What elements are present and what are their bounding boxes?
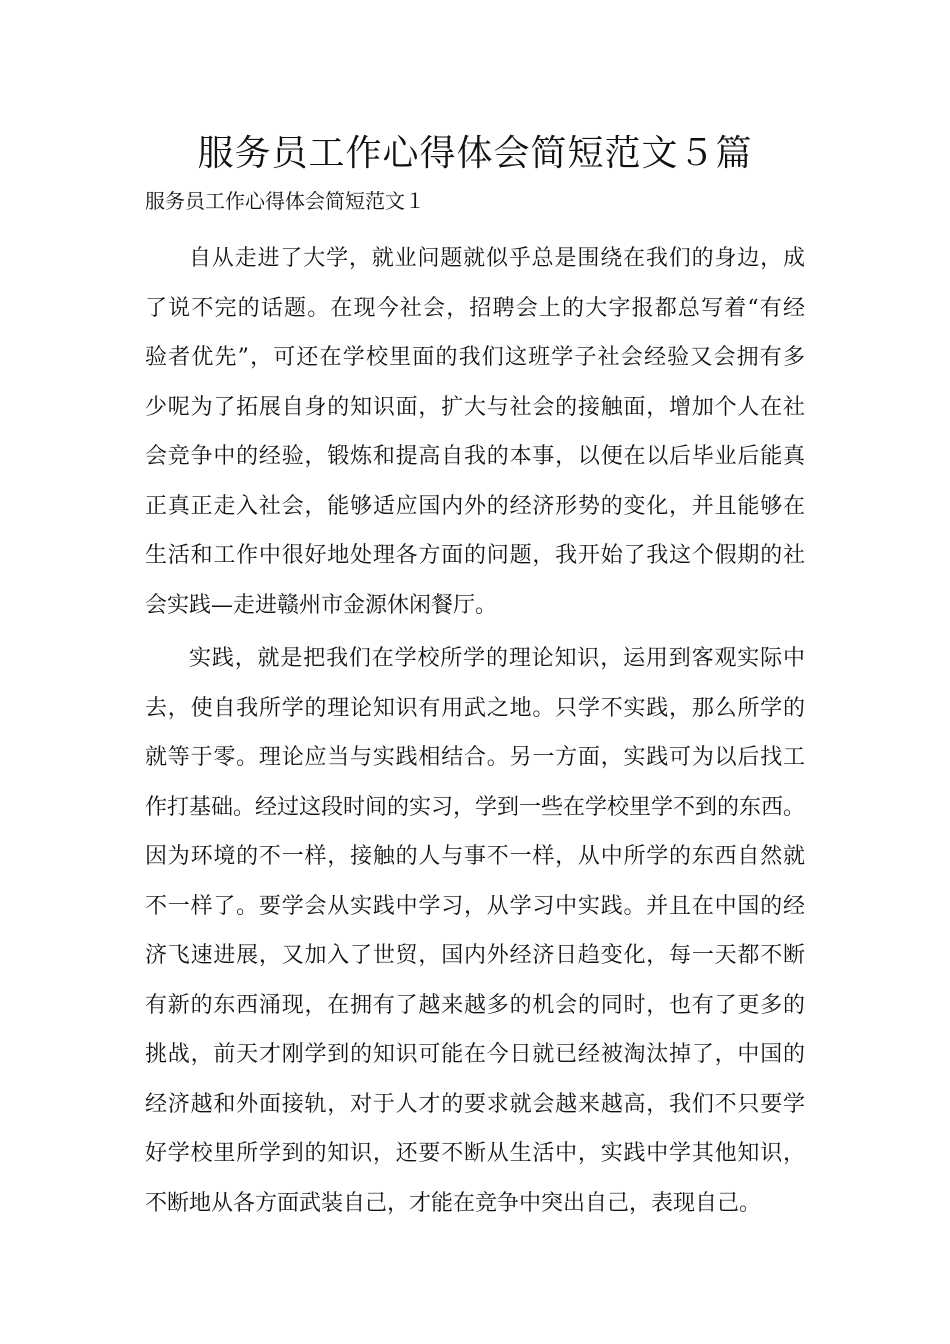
paragraph-line: 少呢为了拓展自身的知识面，扩大与社会的接触面，增加个人在社 bbox=[145, 394, 805, 420]
paragraph-line: 好学校里所学到的知识，还要不断从生活中，实践中学其他知识， bbox=[145, 1141, 805, 1166]
paragraph-line: 去，使自我所学的理论知识有用武之地。只学不实践，那么所学的 bbox=[145, 695, 805, 721]
paragraph-line: 因为环境的不一样，接触的人与事不一样，从中所学的东西自然就 bbox=[145, 844, 805, 869]
paragraph-line: 生活和工作中很好地处理各方面的问题，我开始了我这个假期的社 bbox=[145, 543, 805, 568]
document-title: 服务员工作心得体会简短范文５篇 bbox=[197, 133, 753, 174]
paragraph-line: 实践，就是把我们在学校所学的理论知识，运用到客观实际中 bbox=[189, 646, 805, 671]
paragraph-line: 验者优先”，可还在学校里面的我们这班学子社会经验又会拥有多 bbox=[145, 345, 805, 370]
paragraph-line: 挑战，前天才刚学到的知识可能在今日就已经被淘汰掉了，中国的 bbox=[145, 1042, 805, 1067]
paragraph-line: 有新的东西涌现，在拥有了越来越多的机会的同时，也有了更多的 bbox=[145, 992, 805, 1018]
paragraph-line: 了说不完的话题。在现今社会，招聘会上的大字报都总写着“有经 bbox=[145, 295, 805, 321]
paragraph-line: 自从走进了大学，就业问题就似乎总是围绕在我们的身边，成 bbox=[189, 246, 805, 271]
paragraph-line: 正真正走入社会，能够适应国内外的经济形势的变化，并且能够在 bbox=[145, 493, 805, 519]
paragraph-line: 会实践—走进赣州市金源休闲餐厅。 bbox=[145, 592, 498, 618]
paragraph-line: 不一样了。要学会从实践中学习，从学习中实践。并且在中国的经 bbox=[145, 893, 805, 919]
paragraph-2 bbox=[145, 634, 805, 1228]
paragraph-1 bbox=[145, 234, 805, 630]
document-body bbox=[145, 234, 805, 1232]
paragraph-line: 不断地从各方面武装自己，才能在竞争中突出自己，表现自己。 bbox=[145, 1190, 762, 1216]
paragraph-line: 会竞争中的经验，锻炼和提高自我的本事，以便在以后毕业后能真 bbox=[145, 444, 805, 469]
paragraph-line: 作打基础。经过这段时间的实习，学到一些在学校里学不到的东西。 bbox=[145, 794, 806, 820]
paragraph-line: 济飞速进展，又加入了世贸，国内外经济日趋变化，每一天都不断 bbox=[145, 943, 805, 968]
paragraph-line: 经济越和外面接轨，对于人才的要求就会越来越高，我们不只要学 bbox=[145, 1091, 805, 1117]
section-heading: 服务员工作心得体会简短范文１ bbox=[145, 189, 425, 213]
paragraph-line: 就等于零。理论应当与实践相结合。另一方面，实践可为以后找工 bbox=[145, 745, 805, 770]
